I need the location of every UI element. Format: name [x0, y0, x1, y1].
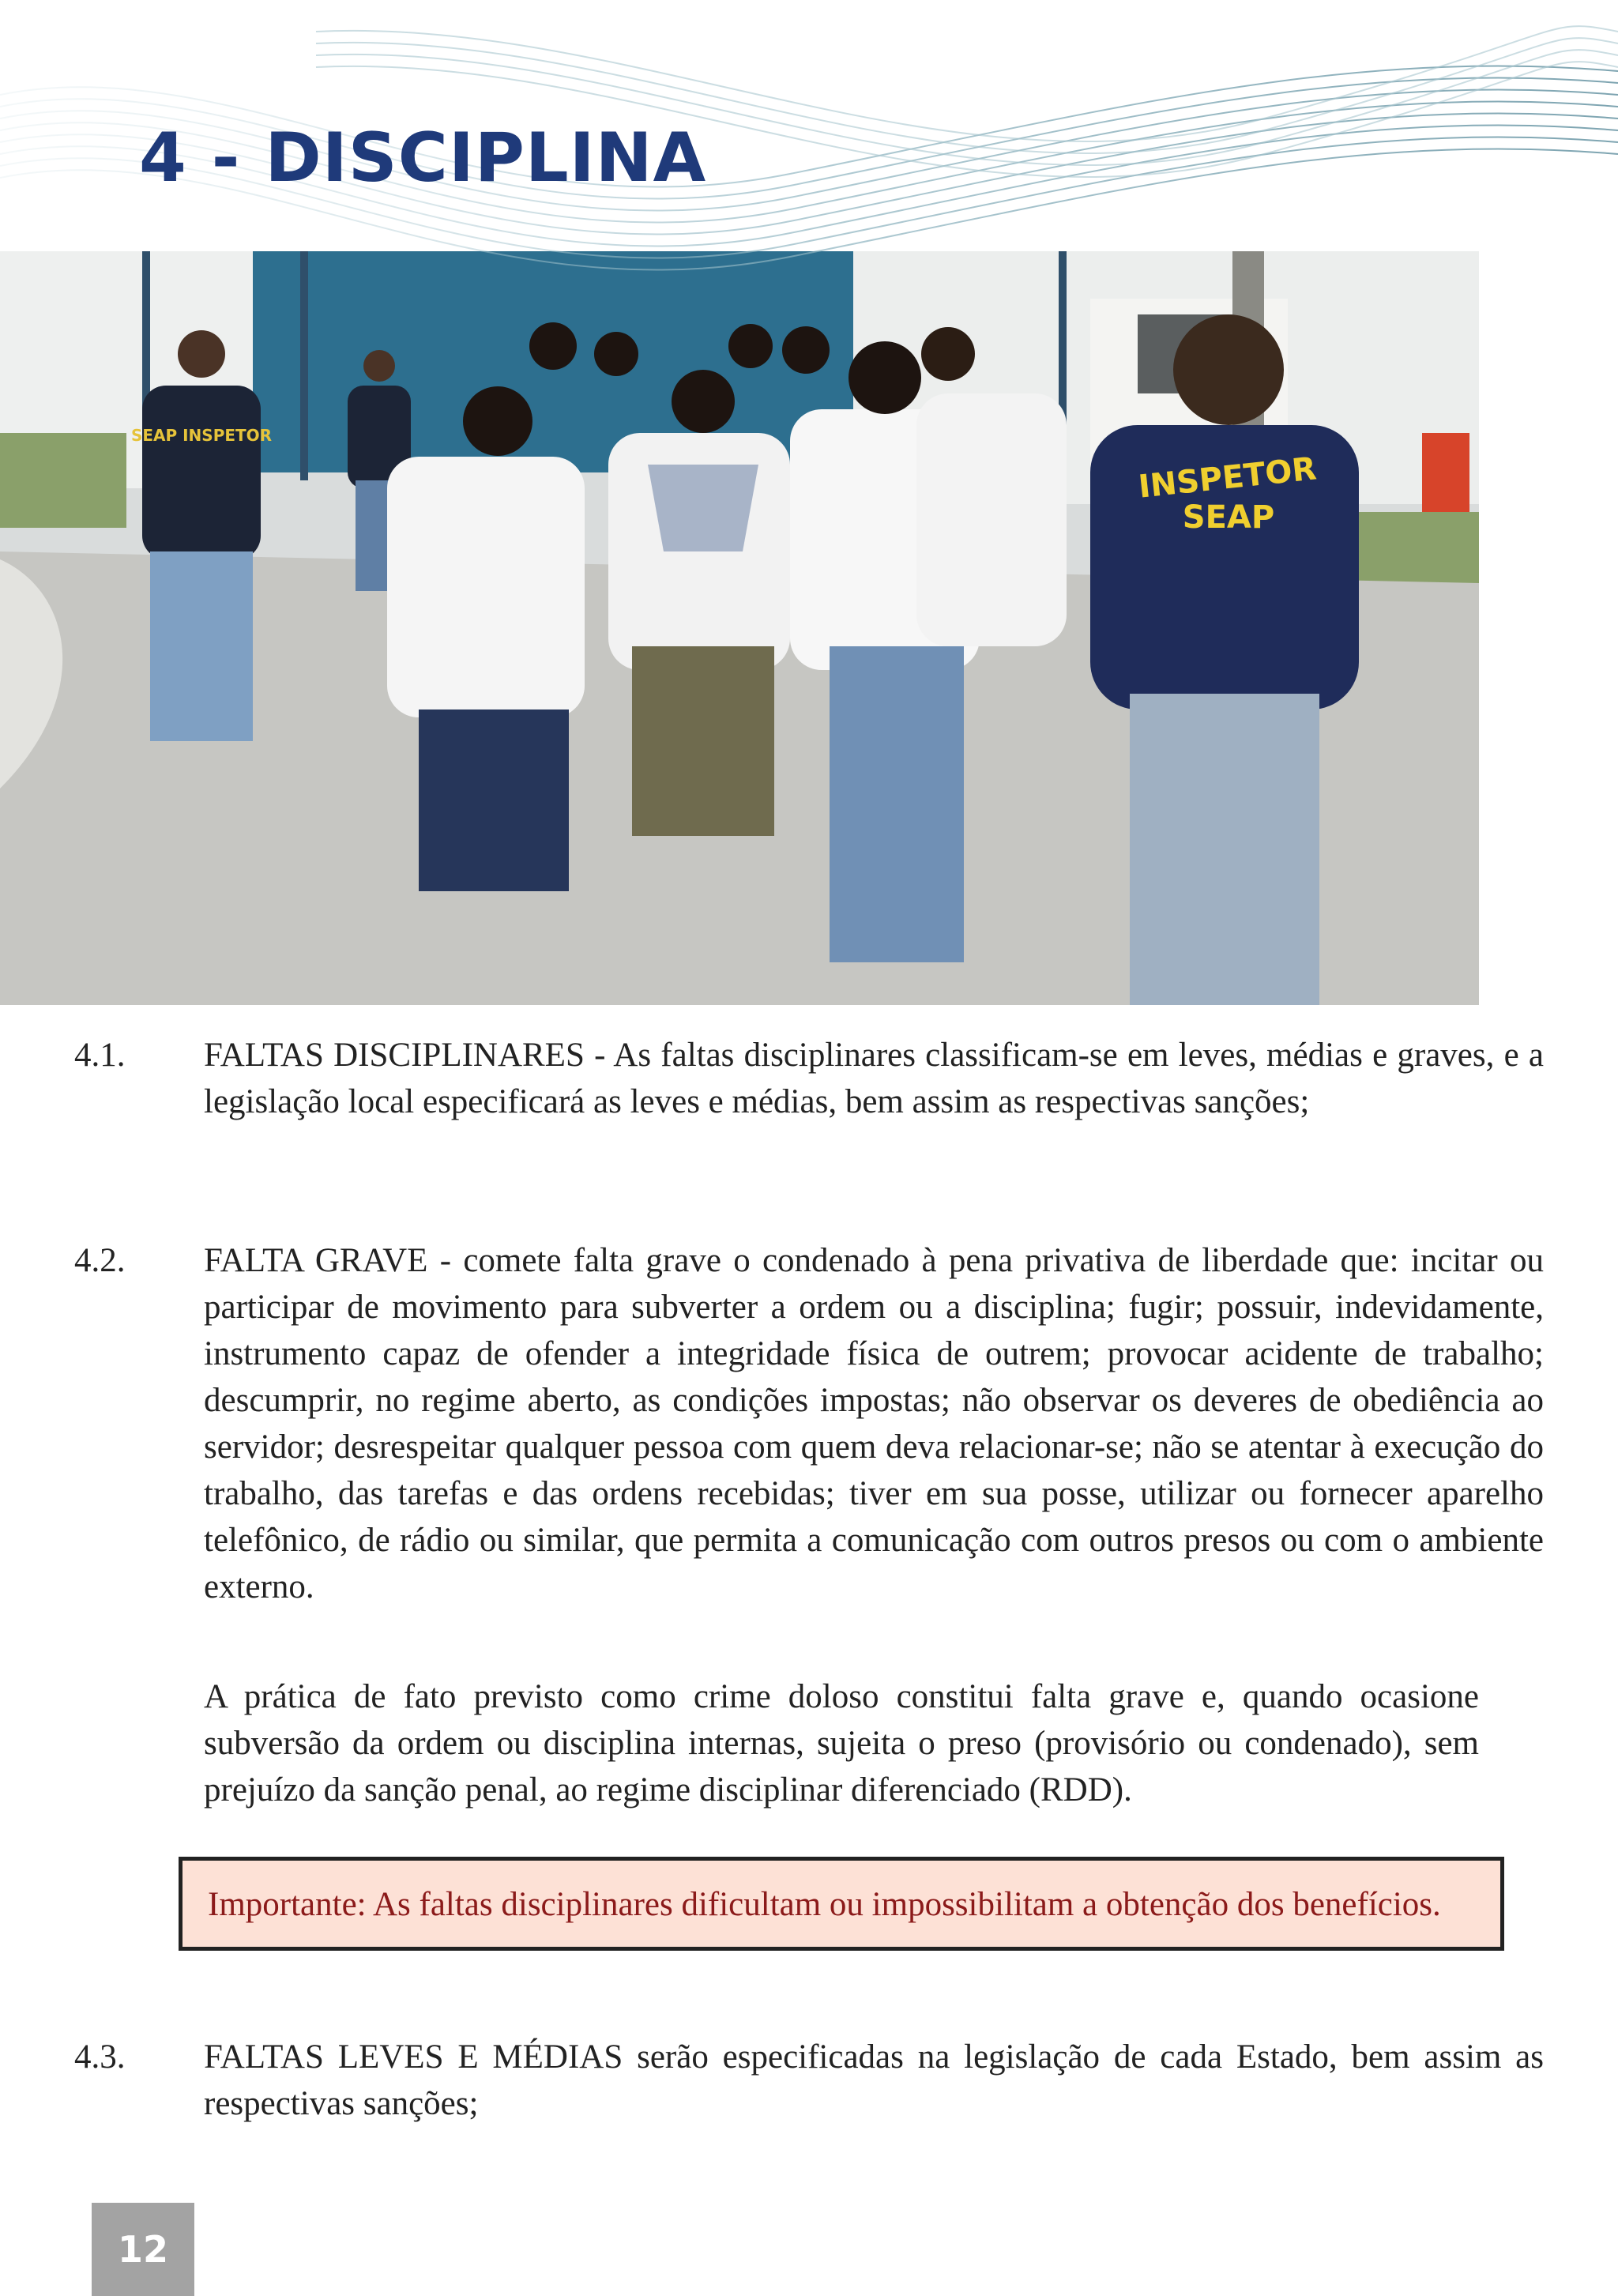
section-4-3	[74, 2034, 1544, 2127]
page-number: 12	[92, 2203, 194, 2296]
important-callout: Importante: As faltas disciplinares dificultam ou impossibilitam a obtenção dos benefícios.	[179, 1857, 1504, 1951]
section-number: 4.2.	[74, 1242, 126, 1279]
section-text: FALTA GRAVE - comete falta grave o condenado à pena privativa de liberdade que: incitar ou participar de movimento para subverter a ordem ou a disciplina; fugir; possuir, indevidamente, instrumento capaz de ofender a integridade física de outrem; provocar acidente de trabalho; descumprir, no regime aberto, as condições impostas; não observar os deveres de obediência ao servidor; desrespeitar qualquer pessoa com quem deva relacionar-se; não se atentar à execução do trabalho, das tarefas e das ordens recebidas; tiver em sua posse, utilizar ou fornecer aparelho telefônico, de rádio ou similar, que permita a comunicação com outros presos ou com o ambiente externo.	[204, 1242, 1544, 1605]
section-4-2-note: A prática de fato previsto como crime doloso constitui falta grave e, quando ocasione subversão da ordem ou disciplina internas, sujeita o preso (provisório ou condenado), sem prejuízo da sanção penal, ao regime disciplinar diferenciado (RDD).	[204, 1678, 1479, 1809]
left-officer-shirt-text: SEAP INSPETOR	[130, 426, 273, 445]
section-4-2	[74, 1237, 1544, 1610]
prison-yard-photo	[0, 251, 1479, 1005]
section-number: 4.1.	[74, 1037, 126, 1074]
section-number: 4.3.	[74, 2038, 126, 2076]
page-title: 4 - DISCIPLINA	[139, 119, 707, 198]
section-text: FALTAS DISCIPLINARES - As faltas disciplinares classificam-se em leves, médias e graves, e a legislação local especificará as leves e médias, bem assim as respectivas sanções;	[204, 1037, 1544, 1120]
right-officer-shirt-line1: INSPETOR	[1136, 450, 1319, 506]
section-4-1	[74, 1032, 1544, 1125]
section-text: FALTAS LEVES E MÉDIAS serão especificadas na legislação de cada Estado, bem assim as respectivas sanções;	[204, 2038, 1544, 2122]
right-officer-shirt-line2: SEAP	[1182, 499, 1275, 536]
